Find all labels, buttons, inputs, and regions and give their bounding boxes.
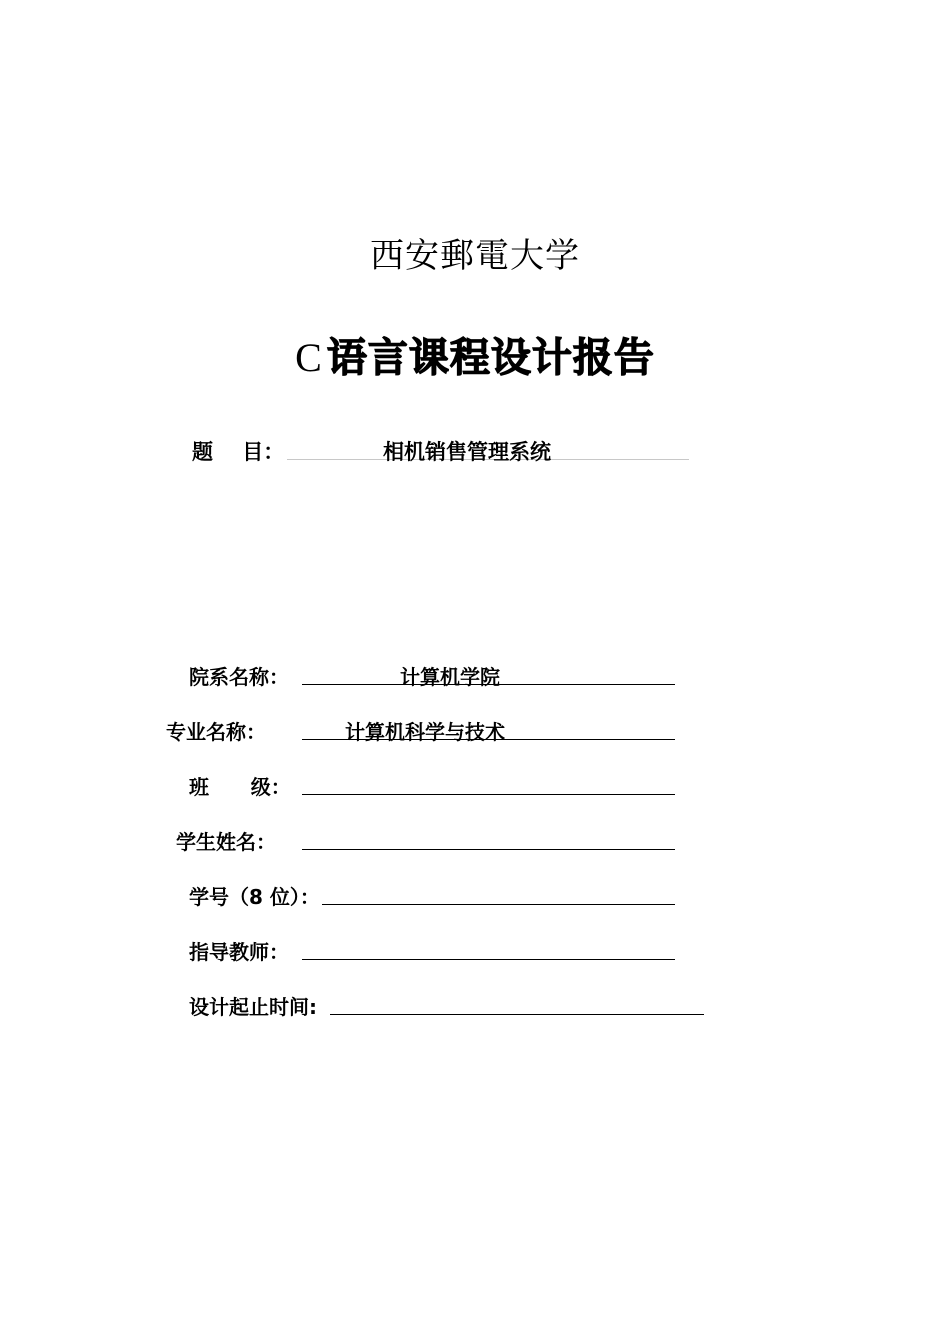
field-label: 班 级：: [189, 775, 291, 799]
topic-label: 题 目：: [192, 440, 285, 464]
field-label: 学生姓名：: [176, 830, 276, 854]
report-title: [0, 326, 950, 383]
field-label: 学号（8 位）：: [189, 885, 320, 909]
field-label: 专业名称：: [166, 720, 266, 744]
field-value: [330, 991, 704, 1015]
field-value: [302, 826, 675, 850]
field-label: 指导教师：: [189, 940, 289, 964]
university-name: 西安郵電大学: [370, 236, 580, 276]
topic-value: 相机销售管理系统: [287, 436, 689, 460]
field-value: [302, 936, 675, 960]
field-label: 院系名称：: [189, 665, 289, 689]
report-title-latin: C: [295, 335, 323, 380]
report-title-cjk: 语言课程设计报告: [326, 335, 655, 381]
field-value: [302, 771, 675, 795]
field-value: [322, 881, 675, 905]
field-value: 计算机科学与技术: [302, 716, 675, 740]
field-label: 设计起止时间:: [189, 995, 317, 1019]
field-value: 计算机学院: [302, 661, 675, 685]
